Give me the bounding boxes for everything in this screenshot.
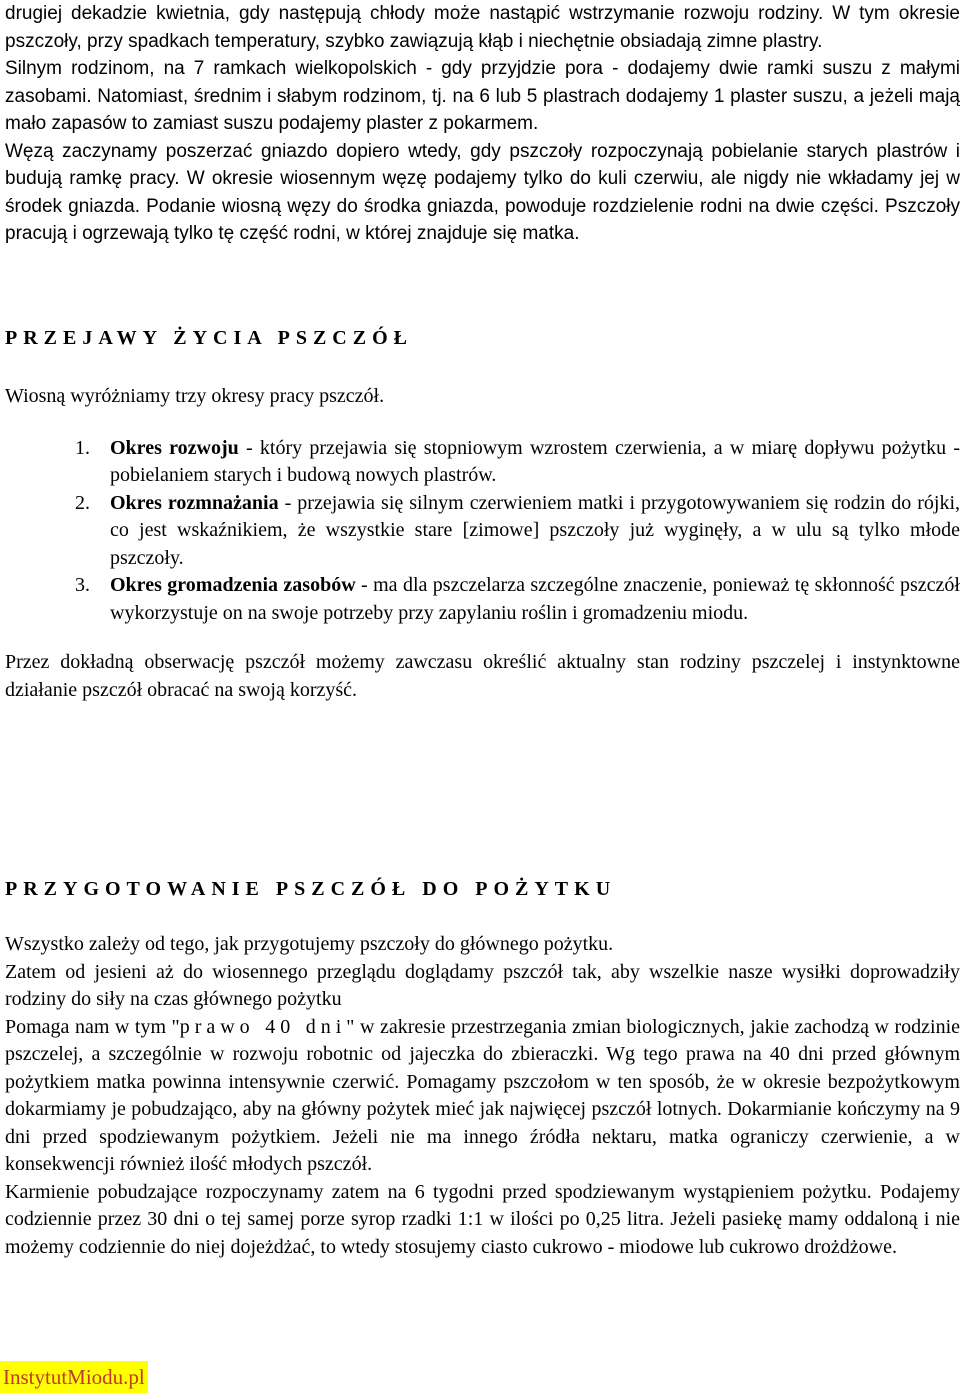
list-item (5, 572, 960, 627)
list-item-text: - ma dla pszczelarza szczególne znaczenie, ponieważ tę skłonność pszczół wykorzystuje on na swoje potrzeby przy zapylaniu roślin i gromadzeniu miodu. (110, 574, 960, 624)
rule-text-before: Pomaga nam w tym " (5, 1015, 180, 1038)
paragraph-foundation: Węzą zaczynamy poszerzać gniazdo dopiero wtedy, gdy pszczoły rozpoczynają pobielanie starych plastrów i budują ramkę pracy. W okresie wiosennym węzę podajemy tylko do kuli czerwiu, ale nigdy nie wkładamy jej w środek gniazda. Podanie wiosną węzy do środka gniazda, powoduje rozdzielenie rodni na dwie części. Pszczoły pracują i ogrzewają tylko tę część rodni, w której znajduje się matka. (5, 140, 960, 244)
rule-text-after: " w zakresie przestrzegania zmian biologicznych, jakie zachodzą w rodzinie pszczelej, a szczególnie w rozwoju robotnic od jajeczka do zbieraczki. Wg tego prawa na 40 dni przed głównym pożytkiem matka powinna intensywnie czerwić. Pomagamy pszczołom w ten sposób, że w okresie bezpożytkowym dokarmiamy je pobudzająco, aby na główny pożytek mieć jak najwięcej pszczół lotnych. Dokarmianie kończymy na 9 dni przed spodziewanym pożytkiem. Jeżeli nie ma innego źródła nektaru, matka ograniczy czerwienie, a w konsekwencji również ilość młodych pszczół. (5, 1015, 960, 1175)
paragraph-preparation-intro: Wszystko zależy od tego, jak przygotujemy pszczoły do głównego pożytku. (5, 933, 614, 955)
section-bee-life (5, 325, 960, 704)
list-item-term: Okres rozmnażania (110, 491, 279, 514)
list-item-number: 2. (75, 491, 90, 514)
paragraph-40-days-rule (5, 1014, 960, 1179)
paragraph-stimulative-feeding: Karmienie pobudzające rozpoczynamy zatem na 6 tygodni przed spodziewanym wystąpieniem pożytku. Podajemy codziennie przez 30 dni o tej samej porze syrop rzadki 1:1 w ilości po 0,25 litra. Jeżeli pasiekę mamy oddaloną i nie możemy codziennie do niej dojeżdżać, to wtedy stosujemy ciasto cukrowo - miodowe lub cukrowo drożdżowe. (5, 1180, 960, 1258)
section-heading-preparation: PRZYGOTOWANIE PSZCZÓŁ DO POŻYTKU (5, 878, 617, 900)
list-item (5, 435, 960, 490)
rule-name-spaced: prawo 40 dni (179, 1015, 347, 1038)
paragraph-strong-colonies: Silnym rodzinom, na 7 ramkach wielkopolskich - gdy przyjdzie pora - dodajemy dwie ramki suszu z małymi zasobami. Natomiast, średnim i słabym rodzinom, tj. na 6 lub 5 plastrach dodajemy 1 plaster suszu, a jeżeli mają mało zapasów to zamiast suszu podajemy plaster z pokarmem. (5, 58, 960, 134)
list-item-number: 3. (75, 574, 90, 596)
paragraph-autumn-to-spring: Zatem od jesieni aż do wiosennego przeglądu doglądamy pszczół tak, aby wszelkie nasze wysiłki doprowadziły rodziny do siły na czas głównego pożytku (5, 960, 960, 1010)
list-item-text: - który przejawia się stopniowym wzrostem czerwienia, a w miarę dopływu pożytku - pobielaniem starych i budową nowych plastrów. (110, 436, 960, 486)
top-section (5, 0, 960, 248)
watermark-label: InstytutMiodu.pl (0, 1361, 148, 1393)
list-item-term: Okres rozwoju (110, 436, 239, 459)
list-item-number: 1. (75, 436, 90, 459)
section-heading-bee-life: PRZEJAWY ŻYCIA PSZCZÓŁ (5, 327, 413, 349)
list-item-term: Okres gromadzenia zasobów (110, 574, 356, 596)
list-item-text: - przejawia się silnym czerwieniem matki i przygotowywaniem się rodzin do rójki, co jest wskaźnikiem, że wszystkie stare [zimowe] pszczoły już wyginęły, a w ulu są tylko młode pszczoły. (110, 491, 960, 569)
paragraph-family-development: drugiej dekadzie kwietnia, gdy następują chłody może nastąpić wstrzymanie rozwoju rodziny. W tym okresie pszczoły, przy spadkach temperatury, szybko zawiązują kłąb i niechętnie obsiadają zimne plastry. (5, 3, 960, 52)
list-item (5, 490, 960, 573)
intro-paragraph: Wiosną wyróżniamy trzy okresy pracy pszczół. (5, 385, 385, 407)
work-periods-list (5, 435, 960, 628)
closing-paragraph: Przez dokładną obserwację pszczół możemy zawczasu określić aktualny stan rodziny pszczelej i instynktowne działanie pszczół obracać na swoją korzyść. (5, 651, 960, 701)
section-preparation (5, 876, 960, 1261)
